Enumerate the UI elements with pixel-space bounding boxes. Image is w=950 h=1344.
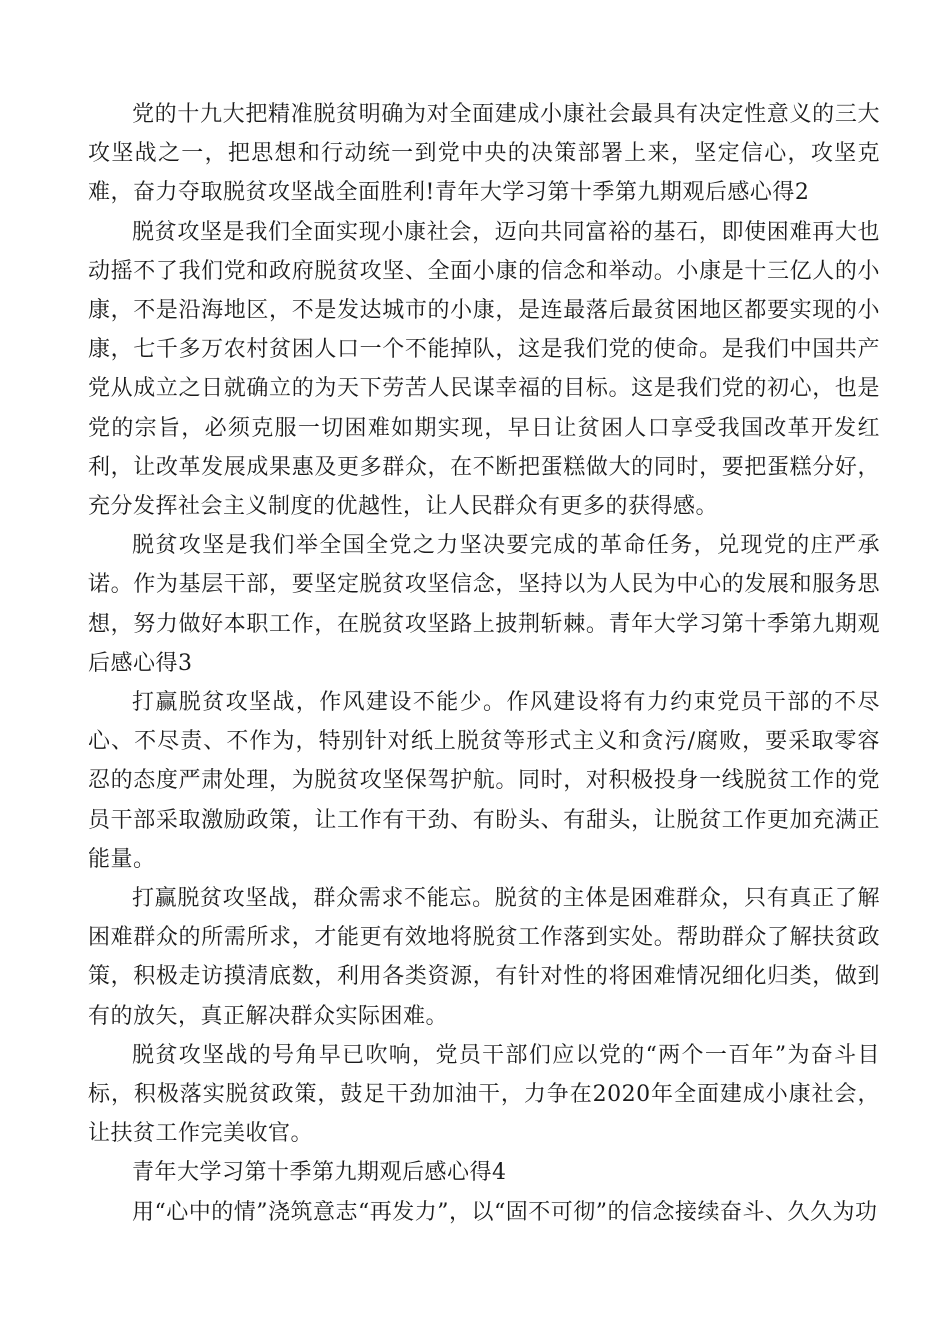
paragraph-7: 用“心中的情”浇筑意志“再发力”，以“固不可彻”的信念接续奋斗、久久为功 — [132, 1199, 878, 1225]
paragraph-5: 打赢脱贫攻坚战，群众需求不能忘。脱贫的主体是困难群众，只有真正了解困难群众的所需所求，才能更有效地将脱贫工作落到实处。帮助群众了解扶贫政策，积极走访摸清底数，利用各类资源，有针对性的将困难情况细化归类，做到有的放矢，真正解决群众实际困难。 — [88, 886, 880, 1029]
paragraph-6: 脱贫攻坚战的号角早已吹响，党员干部们应以党的“两个一百年”为奋斗目标，积极落实脱贫政策，鼓足干劲加油干，力争在2020年全面建成小康社会，让扶贫工作完美收官。 — [88, 1042, 880, 1147]
document-body — [88, 95, 880, 1232]
paragraph-2: 脱贫攻坚是我们全面实现小康社会，迈向共同富裕的基石，即使困难再大也动摇不了我们党和政府脱贫攻坚、全面小康的信念和举动。小康是十三亿人的小康，不是沿海地区，不是发达城市的小康，是连最落后最贫困地区都要实现的小康，七千多万农村贫困人口一个不能掉队，这是我们党的使命。是我们中国共产党从成立之日就确立的为天下劳苦人民谋幸福的目标。这是我们党的初心，也是党的宗旨，必须克服一切困难如期实现，早日让贫困人口享受我国改革开发红利，让改革发展成果惠及更多群众，在不断把蛋糕做大的同时，要把蛋糕分好，充分发挥社会主义制度的优越性，让人民群众有更多的获得感。 — [88, 219, 880, 520]
paragraph-3: 脱贫攻坚是我们举全国全党之力坚决要完成的革命任务，兑现党的庄严承诺。作为基层干部，要坚定脱贫攻坚信念，坚持以为人民为中心的发展和服务思想，努力做好本职工作，在脱贫攻坚路上披荆斩棘。青年大学习第十季第九期观后感心得3 — [88, 533, 880, 676]
paragraph-4: 打赢脱贫攻坚战，作风建设不能少。作风建设将有力约束党员干部的不尽心、不尽责、不作为，特别针对纸上脱贫等形式主义和贪污/腐败，要采取零容忍的态度严肃处理，为脱贫攻坚保驾护航。同时，对积极投身一线脱贫工作的党员干部采取激励政策，让工作有干劲、有盼头、有甜头，让脱贫工作更加充满正能量。 — [88, 690, 880, 872]
paragraph-1: 党的十九大把精准脱贫明确为对全面建成小康社会最具有决定性意义的三大攻坚战之一，把思想和行动统一到党中央的决策部署上来，坚定信心，攻坚克难，奋力夺取脱贫攻坚战全面胜利!青年大学习第十季第九期观后感心得2 — [88, 102, 880, 206]
section-heading-4: 青年大学习第十季第九期观后感心得4 — [132, 1160, 507, 1186]
